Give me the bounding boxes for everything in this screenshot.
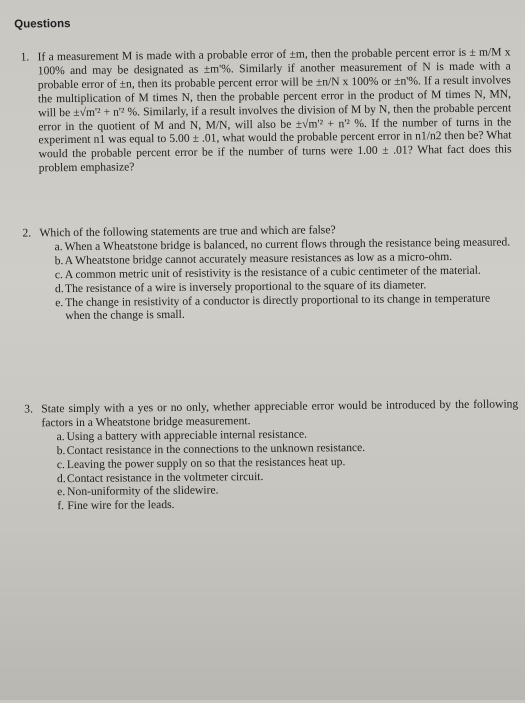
item-text: The change in resistivity of a conductor is directly proportional to its change in temperature when the change is small.	[65, 291, 491, 323]
item-letter: b.	[56, 443, 66, 457]
factor-list	[24, 425, 519, 514]
item-text: Using a battery with appreciable internal resistance.	[66, 427, 308, 443]
item-letter: a.	[56, 429, 65, 443]
item-text: Leaving the power supply on so that the resistances heat up.	[66, 454, 346, 471]
list-item	[23, 291, 513, 324]
item-text: Contact resistance in the connections to the unknown resistance.	[66, 440, 366, 457]
item-text: A common metric unit of resistivity is the resistance of a cubic centimeter of the material.	[64, 263, 481, 281]
item-letter: a.	[54, 240, 63, 254]
item-letter: c.	[56, 457, 65, 471]
statement-list	[23, 235, 514, 324]
question-number: 1.	[20, 50, 30, 64]
question-text: Which of the following statements are true and which are false?	[39, 223, 336, 240]
question-1	[21, 45, 512, 175]
item-text: The resistance of a wire is inversely proportional to the square of its diameter.	[64, 277, 427, 295]
page-title: Questions	[14, 18, 71, 31]
item-letter: e.	[57, 485, 66, 499]
item-letter: c.	[54, 267, 63, 281]
item-text: Contact resistance in the voltmeter circuit.	[66, 469, 264, 485]
item-letter: d.	[56, 471, 66, 485]
item-letter: d.	[54, 281, 64, 295]
question-text: State simply with a yes or no only, whether appreciable error would be introduced by the following factors in a Wheatstone bridge measurement.	[41, 397, 519, 430]
item-text: When a Wheatstone bridge is balanced, no current flows through the resistance being measured.	[64, 235, 511, 253]
question-text: If a measurement M is made with a probable error of ±m, then the probable percent error is ± m/M x 100% and may be designated as ±m'%. Similarly if another measurement of N is made with a probable error of ±n, then its probable percent error will be ±n/N x 100% or ±n'%. If a result involves the multiplication of M times N, then the probable percent error in the product of M times N, MN, will be ±√m'² + n'² %. Similarly, if a result involves the division of M by N, then the probable percent error in the quotient of M and N, M/N, will also be ±√m'² + n'² %. If the number of turns in the experiment n1 was equal to 5.00 ± .01, what would the probable percent error in n1/n2 then be? What would the probable percent error be if the number of turns were 1.00 ± .01? What fact does this problem emphasize?	[37, 45, 512, 175]
question-number: 3.	[24, 402, 34, 416]
item-letter: e.	[55, 295, 64, 309]
question-number: 2.	[22, 226, 32, 240]
item-text: Non-uniformity of the slidewire.	[67, 483, 219, 499]
question-2	[22, 221, 513, 323]
item-text: Fine wire for the leads.	[67, 498, 175, 513]
item-letter: f.	[57, 499, 65, 513]
item-letter: b.	[54, 253, 64, 268]
item-text: A Wheatstone bridge cannot accurately measure resistances as low as a micro-ohm.	[64, 249, 453, 267]
question-3	[24, 397, 519, 513]
